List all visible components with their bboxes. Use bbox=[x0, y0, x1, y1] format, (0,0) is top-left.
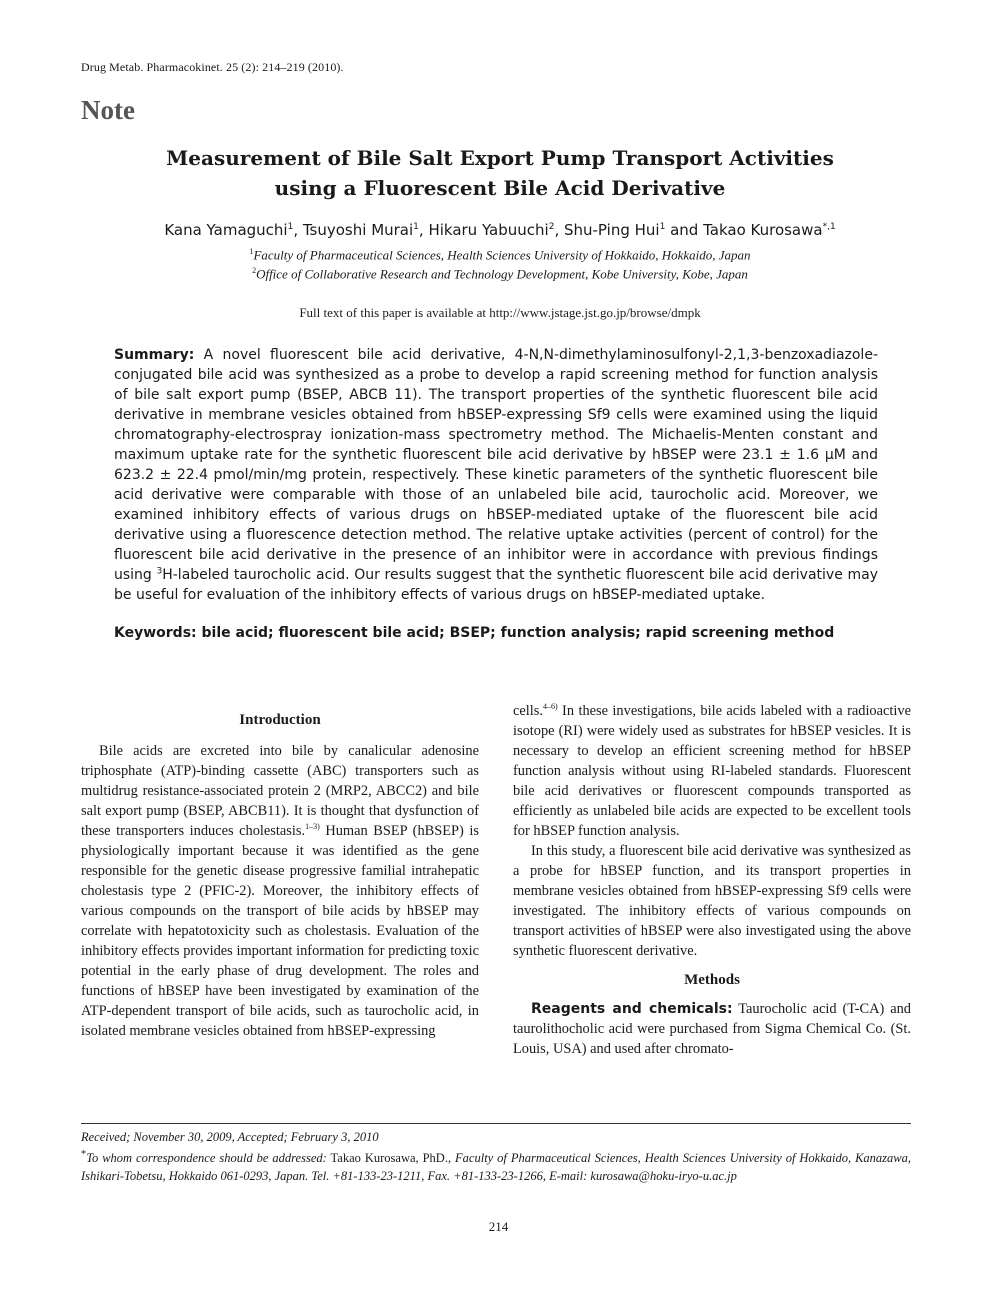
affil-text: Office of Collaborative Research and Technology Development, Kobe University, Kobe, Japan bbox=[256, 266, 748, 282]
corr-mark: * bbox=[81, 1149, 87, 1160]
author-list: Kana Yamaguchi$^1$, Tsuyoshi Murai$^1$, Hikaru Yabuuchi$^2$, Shu-Ping Hui$^1$ and Takao Kurosawa$^{*,1}$ bbox=[164, 221, 836, 239]
affil-mark: 2 bbox=[252, 266, 257, 275]
paper-title bbox=[100, 143, 900, 203]
intro-paragraph bbox=[81, 741, 479, 1041]
author-affil-mark: 2 bbox=[548, 222, 555, 232]
summary-text: A novel fluorescent bile acid derivative, 4-N,N-dimethylaminosulfonyl-2,1,3-benzoxadiazole-conjugated bile acid was synthesized as a probe to develop a rapid screening method for function analysis of bile salt export pump (BSEP, ABCB 11). The transport properties of the synthetic fluorescent bile acid derivative in membrane vesicles obtained from hBSEP-expressing Sf9 cells were examined using the liquid chromatography-electrospray ionization-mass spectrometry method. The Michaelis-Menten constant and maximum uptake rate for the synthetic fluorescent bile acid derivative by hBSEP were 23.1 ± 1.6 μM and 623.2 ± 22.4 pmol/min/mg protein, respectively. These kinetic parameters of the synthetic fluorescent bile acid derivative were comparable with those of an unlabeled bile acid, taurocholic acid. Moreover, we examined inhibitory effects of various drugs on hBSEP-mediated uptake of the fluorescent bile acid derivative using a fluorescence detection method. The relative uptake activities (percent of control) for the fluorescent bile acid derivative in the presence of an inhibitor were in accordance with previous findings using bbox=[114, 347, 878, 583]
citation: 1–3) bbox=[305, 822, 320, 832]
author-affil-mark: 1 bbox=[413, 222, 419, 232]
affiliation-2 bbox=[80, 266, 920, 282]
corr-address: Faculty of Pharmaceutical Sciences, Health Sciences University of Hokkaido, Kanazawa, Ishikari-Tobetsu, Hokkaido 061-0293, Japan. Tel. +81-133-23-1211, Fax. +81-133-23-1266, E-mail: kurosawa@hoku-iryo-u.ac.jp bbox=[81, 1151, 911, 1184]
summary-superscript: 3 bbox=[156, 566, 163, 577]
affil-text: Faculty of Pharmaceutical Sciences, Health Sciences University of Hokkaido, Hokkaido, Japan bbox=[253, 247, 751, 263]
affiliation-1 bbox=[80, 247, 920, 263]
author-name: Kana Yamaguchi bbox=[164, 221, 288, 239]
methods-text: Taurocholic acid (T-CA) and taurolithocholic acid were purchased from Sigma Chemical Co. (St. Louis, USA) and used after chromato- bbox=[513, 1001, 911, 1057]
author-affil-mark: 1 bbox=[659, 222, 666, 232]
summary-label: Summary: bbox=[114, 347, 195, 363]
page-number: 214 bbox=[488, 1219, 509, 1234]
summary-text: H-labeled taurocholic acid. Our results suggest that the synthetic fluorescent bile acid derivative may be useful for evaluation of the inhibitory effects of various drugs on hBSEP-mediated uptake. bbox=[114, 567, 878, 603]
author-name: Takao Kurosawa bbox=[703, 221, 823, 239]
author-name: Hikaru Yabuuchi bbox=[428, 221, 549, 239]
intro-text: Bile acids are excreted into bile by canalicular adenosine triphosphate (ATP)-binding cassette (ABC) transporters such as multidrug resistance-associated protein 2 (MRP2, ABCC2) and bile salt export pump (BSEP, ABCB11). It is thought that dysfunction of these transporters induces cholestasis. bbox=[81, 743, 479, 839]
article-type-label: Note bbox=[81, 95, 135, 125]
left-column bbox=[81, 741, 479, 1041]
subsection-heading: Reagents and chemicals: bbox=[531, 1001, 733, 1017]
intro-text: cells. bbox=[513, 703, 543, 719]
intro-text: In these investigations, bile acids labeled with a radioactive isotope (RI) were widely used as substrates for hBSEP vesicles. It is necessary to develop an efficient screening method for hBSEP function analysis without using RI-labeled standards. Fluorescent bile acid derivatives or fluorescent compounds transported as efficiently as unlabeled bile acids are expected to be excellent tools for hBSEP function analysis. bbox=[513, 703, 911, 839]
intro-text: Human BSEP (hBSEP) is physiologically important because it was identified as the gene responsible for the genetic disease progressive familial intrahepatic cholestasis type 2 (PFIC-2). Moreover, the inhibitory effects of various compounds on the transport of bile acids by hBSEP may correlate with hepatotoxicity such as cholestasis. Evaluation of the inhibitory effects provides important information for predicting toxic potential in the early phase of drug development. The roles and functions of hBSEP have been investigated by examination of the ATP-dependent transport of bile acids, such as taurocholic acid, in isolated membrane vesicles obtained from hBSEP-expressing bbox=[81, 823, 480, 1039]
title-line-1: Measurement of Bile Salt Export Pump Transport Activities bbox=[166, 146, 834, 170]
affil-mark: 1 bbox=[249, 247, 254, 256]
author-name: Shu-Ping Hui bbox=[563, 221, 660, 239]
journal-reference: Drug Metab. Pharmacokinet. 25 (2): 214–219 (2010). bbox=[81, 60, 344, 74]
summary-abstract bbox=[114, 345, 878, 605]
author-affil-mark: *,1 bbox=[822, 222, 836, 232]
right-column bbox=[513, 701, 911, 1059]
author-name: Tsuyoshi Murai bbox=[302, 221, 414, 239]
methods-heading: Methods bbox=[684, 972, 740, 988]
intro-paragraph-continued bbox=[513, 701, 911, 841]
title-line-2: using a Fluorescent Bile Acid Derivative bbox=[274, 176, 726, 200]
fulltext-availability: Full text of this paper is available at http://www.jstage.jst.go.jp/browse/dmpk bbox=[299, 305, 701, 320]
correspondence bbox=[81, 1146, 911, 1185]
intro-paragraph: In this study, a fluorescent bile acid derivative was synthesized as a probe for hBSEP function, and its transport properties in membrane vesicles obtained from hBSEP-expressing Sf9 cells were investigated. The inhibitory effects of various compounds on transport activities of hBSEP were also investigated using the above synthetic fluorescent derivative. bbox=[513, 843, 911, 959]
methods-paragraph bbox=[513, 999, 911, 1059]
corr-name: Takao Kurosawa, PhD., bbox=[326, 1151, 456, 1166]
citation: 4–6) bbox=[542, 702, 558, 712]
introduction-heading: Introduction bbox=[239, 712, 321, 728]
received-dates: Received; November 30, 2009, Accepted; February 3, 2010 bbox=[81, 1130, 379, 1144]
corr-label: To whom correspondence should be addressed: bbox=[86, 1151, 327, 1166]
author-affil-mark: 1 bbox=[287, 222, 294, 232]
footnotes bbox=[81, 1128, 911, 1185]
footnote-divider bbox=[81, 1123, 911, 1124]
keywords: Keywords: bile acid; fluorescent bile acid; BSEP; function analysis; rapid screening method bbox=[114, 625, 835, 641]
